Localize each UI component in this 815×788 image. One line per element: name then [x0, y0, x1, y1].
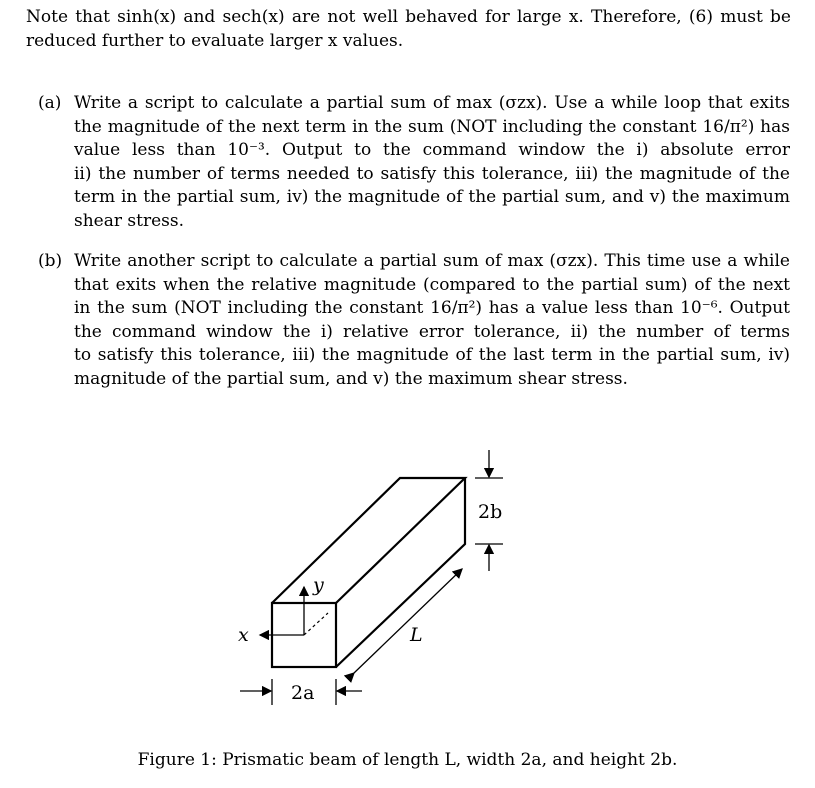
part-b-label: (b): [38, 251, 63, 271]
part-b-line: to satisfy this tolerance, iii) the magnitude of the last term in the partial sum, iv): [74, 345, 790, 365]
part-b-line: the command window the i) relative error tolerance, ii) the number of terms: [74, 321, 790, 342]
part-b-line: Write another script to calculate a partial sum of max (σzx). This time use a while: [74, 251, 790, 271]
width-label: 2a: [291, 682, 315, 704]
figure-caption: Figure 1: Prismatic beam of length L, width 2a, and height 2b.: [137, 750, 678, 770]
part-a-label: (a): [38, 93, 62, 113]
beam-diagram: [230, 445, 520, 715]
intro-line-2: reduced further to evaluate larger x values.: [26, 30, 404, 51]
part-b-line: that exits when the relative magnitude (compared to the partial sum) of the next: [74, 274, 790, 295]
part-a-line: shear stress.: [74, 210, 184, 231]
part-a-line: ii) the number of terms needed to satisfy this tolerance, iii) the magnitude of the: [74, 163, 790, 184]
height-label: 2b: [478, 501, 503, 523]
beam-side-face: [336, 478, 465, 667]
part-a: [38, 92, 790, 233]
x-axis-label: x: [238, 624, 249, 646]
length-label: L: [410, 624, 423, 646]
part-a-line: term in the partial sum, iv) the magnitude of the partial sum, and v) the maximum: [74, 187, 790, 207]
length-dimension: [354, 569, 462, 673]
y-axis-label: y: [313, 574, 324, 596]
z-axis-dashed: [304, 613, 328, 635]
part-a-line: value less than 10⁻³. Output to the command window the i) absolute error: [74, 140, 790, 160]
intro-paragraph: [26, 6, 791, 53]
beam-figure: [230, 445, 520, 715]
beam-top-face: [272, 478, 465, 603]
part-b-line: in the sum (NOT including the constant 16/π²) has a value less than 10⁻⁶. Output: [74, 298, 790, 318]
part-b: [38, 250, 790, 391]
part-a-line: the magnitude of the next term in the sum (NOT including the constant 16/π²) has: [74, 116, 790, 137]
part-a-line: Write a script to calculate a partial sum of max (σzx). Use a while loop that exits: [74, 93, 790, 113]
intro-line-1: Note that sinh(x) and sech(x) are not well behaved for large x. Therefore, (6) must be: [26, 7, 791, 27]
part-b-line: magnitude of the partial sum, and v) the maximum shear stress.: [74, 368, 628, 389]
